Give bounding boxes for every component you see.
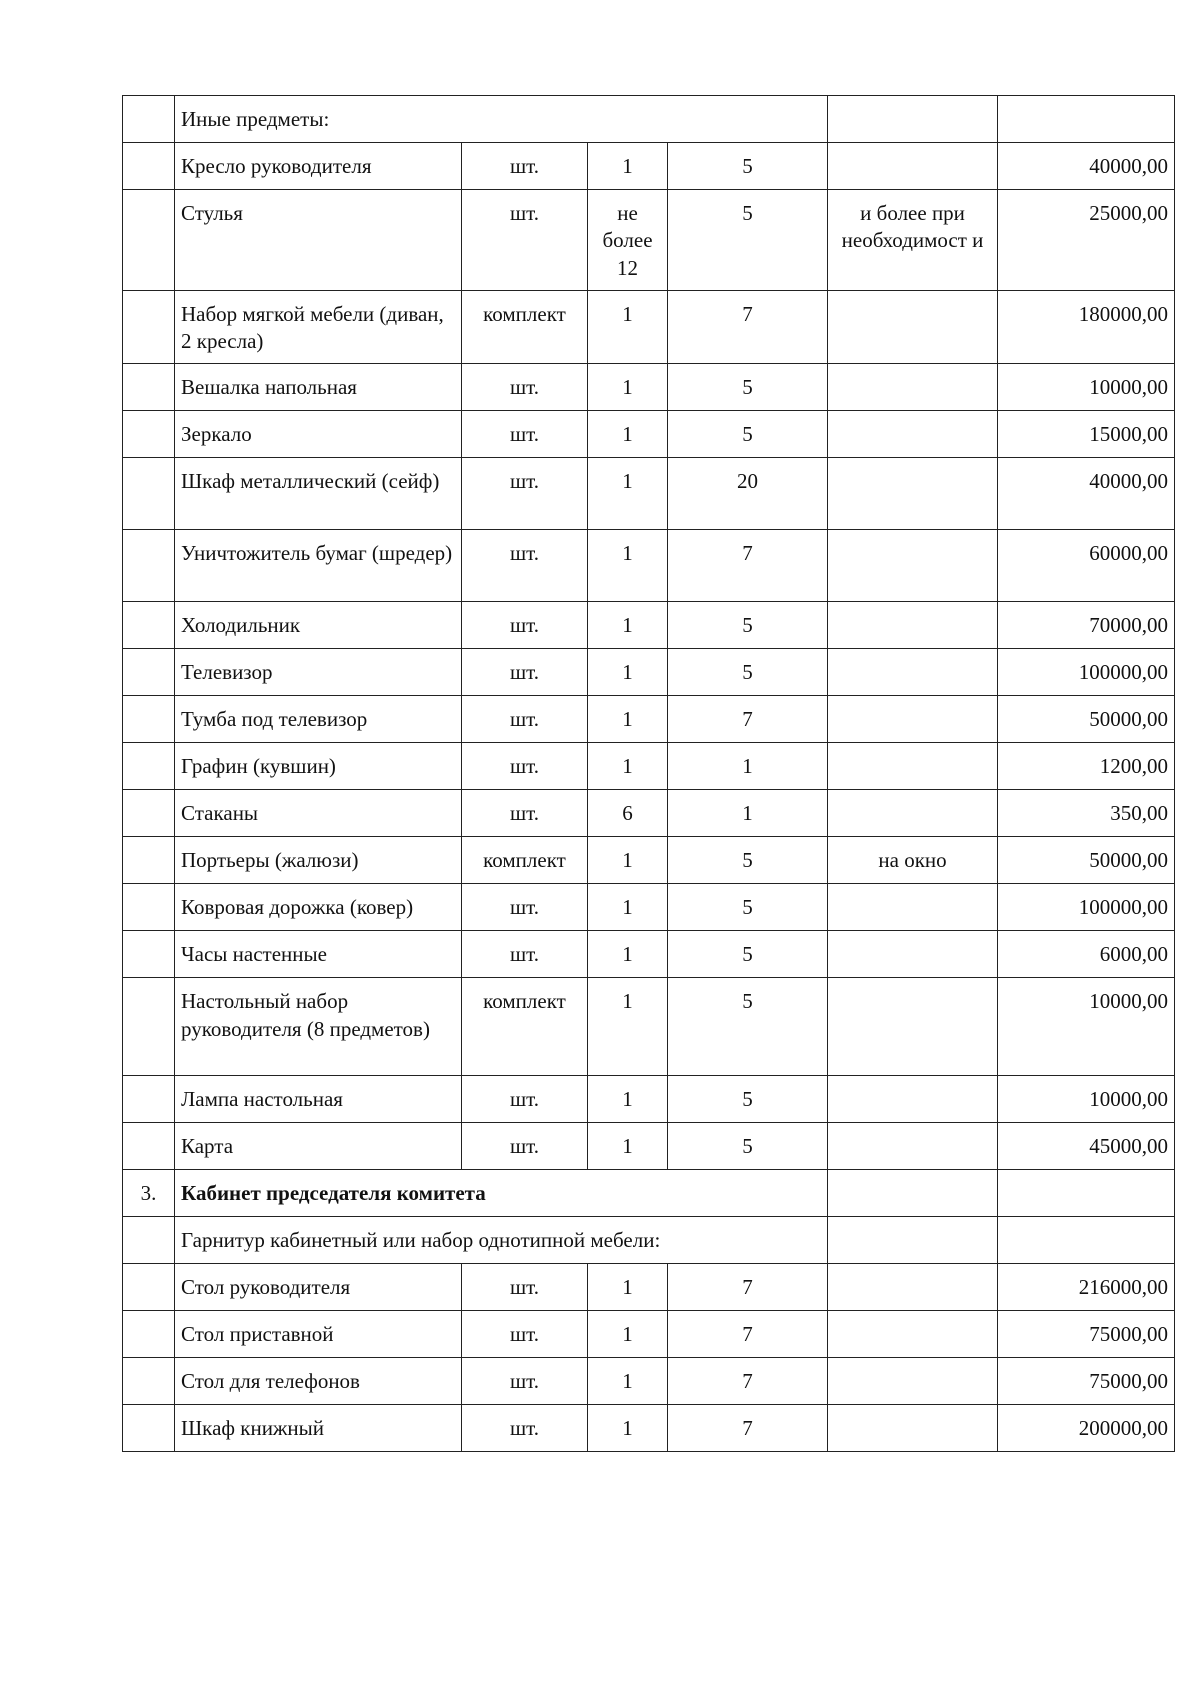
- item-quantity: 1: [588, 1264, 668, 1311]
- row-number: [123, 1311, 175, 1358]
- item-name: Набор мягкой мебели (диван, 2 кресла): [175, 290, 462, 364]
- table-row: [123, 290, 1175, 364]
- item-service-life: 5: [668, 1123, 828, 1170]
- item-note: [828, 649, 998, 696]
- item-quantity: 1: [588, 743, 668, 790]
- section-row: [123, 1217, 1175, 1264]
- item-price: 40000,00: [998, 458, 1175, 530]
- item-name: Часы настенные: [175, 931, 462, 978]
- price-cell: [998, 1217, 1175, 1264]
- item-unit: шт.: [462, 143, 588, 190]
- item-name: Стаканы: [175, 790, 462, 837]
- row-number: [123, 96, 175, 143]
- table-row: [123, 1358, 1175, 1405]
- table-row: [123, 1076, 1175, 1123]
- item-note: [828, 978, 998, 1076]
- item-service-life: 5: [668, 884, 828, 931]
- item-quantity: 1: [588, 602, 668, 649]
- item-unit: шт.: [462, 530, 588, 602]
- item-quantity: 1: [588, 1358, 668, 1405]
- item-price: 50000,00: [998, 837, 1175, 884]
- table-row: [123, 190, 1175, 291]
- item-quantity: 1: [588, 530, 668, 602]
- item-service-life: 5: [668, 364, 828, 411]
- row-number: [123, 411, 175, 458]
- item-unit: шт.: [462, 649, 588, 696]
- item-note: [828, 790, 998, 837]
- row-number: [123, 602, 175, 649]
- item-price: 40000,00: [998, 143, 1175, 190]
- item-name: Уничтожитель бумаг (шредер): [175, 530, 462, 602]
- item-name: Графин (кувшин): [175, 743, 462, 790]
- item-service-life: 5: [668, 837, 828, 884]
- row-number: [123, 931, 175, 978]
- table-row: [123, 790, 1175, 837]
- item-note: [828, 143, 998, 190]
- item-note: [828, 1076, 998, 1123]
- row-number: [123, 837, 175, 884]
- row-number: [123, 1358, 175, 1405]
- item-note: [828, 364, 998, 411]
- item-name: Настольный набор руководителя (8 предметов): [175, 978, 462, 1076]
- item-unit: шт.: [462, 190, 588, 291]
- item-note: [828, 931, 998, 978]
- item-service-life: 7: [668, 696, 828, 743]
- item-note: [828, 530, 998, 602]
- item-price: 200000,00: [998, 1405, 1175, 1452]
- item-service-life: 7: [668, 290, 828, 364]
- item-unit: комплект: [462, 978, 588, 1076]
- table-row: [123, 411, 1175, 458]
- item-quantity: 1: [588, 1123, 668, 1170]
- row-number: [123, 1264, 175, 1311]
- row-number: [123, 1217, 175, 1264]
- item-note: на окно: [828, 837, 998, 884]
- item-name: Зеркало: [175, 411, 462, 458]
- item-name: Карта: [175, 1123, 462, 1170]
- item-unit: комплект: [462, 290, 588, 364]
- item-price: 75000,00: [998, 1358, 1175, 1405]
- item-name: Телевизор: [175, 649, 462, 696]
- item-price: 350,00: [998, 790, 1175, 837]
- table-row: [123, 1311, 1175, 1358]
- item-unit: шт.: [462, 696, 588, 743]
- item-note: и более при необходимост и: [828, 190, 998, 291]
- item-quantity: 1: [588, 411, 668, 458]
- item-name: Тумба под телевизор: [175, 696, 462, 743]
- row-number: [123, 743, 175, 790]
- item-quantity: 1: [588, 696, 668, 743]
- row-number: [123, 190, 175, 291]
- section-title: Кабинет председателя комитета: [175, 1170, 828, 1217]
- item-service-life: 5: [668, 931, 828, 978]
- item-price: 25000,00: [998, 190, 1175, 291]
- item-service-life: 7: [668, 1358, 828, 1405]
- item-price: 15000,00: [998, 411, 1175, 458]
- item-quantity: 1: [588, 143, 668, 190]
- table-row: [123, 837, 1175, 884]
- item-name: Шкаф книжный: [175, 1405, 462, 1452]
- row-number: [123, 790, 175, 837]
- item-name: Стулья: [175, 190, 462, 291]
- item-unit: шт.: [462, 458, 588, 530]
- item-name: Стол для телефонов: [175, 1358, 462, 1405]
- price-cell: [998, 1170, 1175, 1217]
- item-price: 10000,00: [998, 978, 1175, 1076]
- price-cell: [998, 96, 1175, 143]
- row-number: [123, 458, 175, 530]
- item-price: 75000,00: [998, 1311, 1175, 1358]
- section-title: Иные предметы:: [175, 96, 828, 143]
- item-service-life: 20: [668, 458, 828, 530]
- item-service-life: 5: [668, 978, 828, 1076]
- item-note: [828, 1123, 998, 1170]
- row-number: [123, 364, 175, 411]
- item-price: 100000,00: [998, 884, 1175, 931]
- table-row: [123, 649, 1175, 696]
- item-quantity: 1: [588, 931, 668, 978]
- note-cell: [828, 1217, 998, 1264]
- item-name: Шкаф металлический (сейф): [175, 458, 462, 530]
- item-unit: шт.: [462, 1123, 588, 1170]
- table-row: [123, 458, 1175, 530]
- furniture-norms-table: [122, 95, 1175, 1452]
- item-note: [828, 1358, 998, 1405]
- item-price: 1200,00: [998, 743, 1175, 790]
- item-service-life: 1: [668, 790, 828, 837]
- item-note: [828, 1405, 998, 1452]
- section-row: [123, 1170, 1175, 1217]
- table-body: [123, 96, 1175, 1452]
- item-quantity: не более 12: [588, 190, 668, 291]
- item-service-life: 5: [668, 143, 828, 190]
- item-note: [828, 743, 998, 790]
- item-price: 10000,00: [998, 1076, 1175, 1123]
- row-number: [123, 884, 175, 931]
- row-number: [123, 978, 175, 1076]
- row-number: [123, 1123, 175, 1170]
- item-name: Вешалка напольная: [175, 364, 462, 411]
- item-quantity: 1: [588, 1311, 668, 1358]
- item-quantity: 1: [588, 364, 668, 411]
- item-name: Кресло руководителя: [175, 143, 462, 190]
- item-price: 100000,00: [998, 649, 1175, 696]
- table-row: [123, 1405, 1175, 1452]
- item-unit: шт.: [462, 411, 588, 458]
- note-cell: [828, 1170, 998, 1217]
- item-price: 70000,00: [998, 602, 1175, 649]
- item-unit: шт.: [462, 1264, 588, 1311]
- item-unit: шт.: [462, 884, 588, 931]
- item-quantity: 1: [588, 1405, 668, 1452]
- row-number: [123, 290, 175, 364]
- item-unit: шт.: [462, 743, 588, 790]
- row-number: [123, 696, 175, 743]
- item-note: [828, 602, 998, 649]
- item-service-life: 7: [668, 1311, 828, 1358]
- item-note: [828, 290, 998, 364]
- item-name: Стол руководителя: [175, 1264, 462, 1311]
- item-price: 60000,00: [998, 530, 1175, 602]
- item-name: Портьеры (жалюзи): [175, 837, 462, 884]
- table-row: [123, 1264, 1175, 1311]
- row-number: [123, 1405, 175, 1452]
- item-unit: шт.: [462, 1311, 588, 1358]
- item-quantity: 1: [588, 837, 668, 884]
- section-title: Гарнитур кабинетный или набор однотипной мебели:: [175, 1217, 828, 1264]
- item-quantity: 1: [588, 884, 668, 931]
- item-note: [828, 1264, 998, 1311]
- item-name: Ковровая дорожка (ковер): [175, 884, 462, 931]
- item-quantity: 6: [588, 790, 668, 837]
- table-row: [123, 143, 1175, 190]
- table-row: [123, 743, 1175, 790]
- item-service-life: 7: [668, 1264, 828, 1311]
- item-price: 216000,00: [998, 1264, 1175, 1311]
- item-quantity: 1: [588, 978, 668, 1076]
- table-row: [123, 1123, 1175, 1170]
- item-unit: шт.: [462, 1405, 588, 1452]
- row-number: [123, 143, 175, 190]
- row-number: 3.: [123, 1170, 175, 1217]
- table-row: [123, 884, 1175, 931]
- item-note: [828, 458, 998, 530]
- table-row: [123, 602, 1175, 649]
- item-note: [828, 411, 998, 458]
- section-row: [123, 96, 1175, 143]
- item-name: Лампа настольная: [175, 1076, 462, 1123]
- item-service-life: 7: [668, 1405, 828, 1452]
- item-service-life: 1: [668, 743, 828, 790]
- item-name: Стол приставной: [175, 1311, 462, 1358]
- table-row: [123, 696, 1175, 743]
- item-price: 6000,00: [998, 931, 1175, 978]
- item-unit: шт.: [462, 364, 588, 411]
- row-number: [123, 1076, 175, 1123]
- item-note: [828, 696, 998, 743]
- item-service-life: 5: [668, 1076, 828, 1123]
- item-price: 10000,00: [998, 364, 1175, 411]
- row-number: [123, 530, 175, 602]
- table-row: [123, 931, 1175, 978]
- item-service-life: 5: [668, 649, 828, 696]
- item-service-life: 5: [668, 190, 828, 291]
- item-quantity: 1: [588, 649, 668, 696]
- item-price: 50000,00: [998, 696, 1175, 743]
- item-service-life: 7: [668, 530, 828, 602]
- table-row: [123, 530, 1175, 602]
- item-unit: шт.: [462, 1358, 588, 1405]
- item-unit: шт.: [462, 931, 588, 978]
- item-quantity: 1: [588, 458, 668, 530]
- item-service-life: 5: [668, 411, 828, 458]
- item-unit: шт.: [462, 790, 588, 837]
- item-note: [828, 884, 998, 931]
- item-name: Холодильник: [175, 602, 462, 649]
- row-number: [123, 649, 175, 696]
- table-row: [123, 364, 1175, 411]
- item-service-life: 5: [668, 602, 828, 649]
- item-note: [828, 1311, 998, 1358]
- item-price: 180000,00: [998, 290, 1175, 364]
- item-quantity: 1: [588, 1076, 668, 1123]
- item-quantity: 1: [588, 290, 668, 364]
- item-unit: шт.: [462, 602, 588, 649]
- item-unit: шт.: [462, 1076, 588, 1123]
- item-price: 45000,00: [998, 1123, 1175, 1170]
- table-row: [123, 978, 1175, 1076]
- note-cell: [828, 96, 998, 143]
- item-unit: комплект: [462, 837, 588, 884]
